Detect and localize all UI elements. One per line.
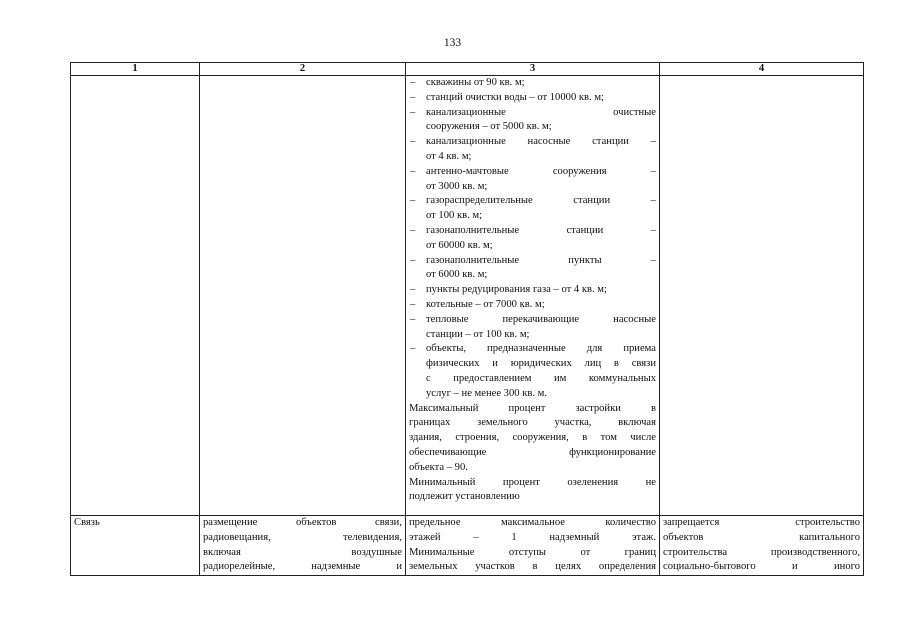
paragraph-line: границах земельного участка, включая: [409, 417, 656, 429]
dash-bullet-icon: –: [410, 136, 416, 148]
list-item: [409, 165, 656, 195]
list-item-line: пункты редуцирования газа – от 4 кв. м;: [426, 284, 607, 296]
list-item-line: канализационные насосные станции –: [426, 136, 656, 148]
list-item: [409, 76, 656, 91]
cell-line: этажей – 1 надземный этаж.: [409, 531, 656, 543]
paragraph-line: объекта – 90.: [409, 461, 468, 473]
list-item: [409, 135, 656, 165]
cell-line: земельных участков в целях определения: [409, 561, 656, 573]
list-item-line: антенно-мачтовые сооружения –: [426, 165, 656, 177]
list-item-line: станции – от 100 кв. м;: [426, 328, 530, 340]
list-item: [409, 342, 656, 401]
list-item-line: от 100 кв. м;: [426, 210, 483, 222]
cell-line: радиорелейные, надземные и: [203, 561, 402, 573]
cell-parameters: [406, 76, 660, 516]
max-building-percentage-text: [409, 402, 656, 476]
land-use-type-cell: Связь: [71, 516, 200, 576]
list-item-line: от 3000 кв. м;: [426, 180, 488, 192]
list-item-line: станций очистки воды – от 10000 кв. м;: [426, 91, 604, 103]
list-item-line: газонаполнительные станции –: [426, 224, 656, 236]
area-requirements-list: [409, 76, 656, 402]
column-header-1: 1: [71, 63, 200, 76]
paragraph-line: подлежит установлению: [409, 491, 520, 503]
list-item: [409, 91, 656, 106]
list-item-line: скважины от 90 кв. м;: [426, 77, 525, 88]
dash-bullet-icon: –: [410, 195, 416, 207]
paragraph-line: обеспечивающие функционирование: [409, 446, 656, 458]
min-greening-percentage-text: [409, 476, 656, 506]
dash-bullet-icon: –: [410, 313, 416, 325]
list-item: [409, 224, 656, 254]
dash-bullet-icon: –: [410, 343, 416, 355]
list-item-line: от 60000 кв. м;: [426, 239, 493, 251]
column-header-2: 2: [200, 63, 406, 76]
cell-line: Минимальные отступы от границ: [409, 546, 656, 558]
cell-line: запрещается строительство: [663, 517, 860, 528]
cell-empty: [71, 76, 200, 516]
permitted-use-description-cell: [200, 516, 406, 576]
dash-bullet-icon: –: [410, 77, 416, 88]
cell-line: социально-бытового и иного: [663, 561, 860, 573]
list-item: [409, 298, 656, 313]
cell-line: размещение объектов связи,: [203, 517, 402, 528]
list-item: [409, 106, 656, 136]
page-number: 133: [443, 37, 462, 49]
column-header-3: 3: [406, 63, 660, 76]
table-row: [71, 76, 864, 516]
dash-bullet-icon: –: [410, 298, 416, 310]
list-item: [409, 194, 656, 224]
list-item-line: объекты, предназначенные для приема: [426, 343, 656, 355]
list-item-line: котельные – от 7000 кв. м;: [426, 298, 545, 310]
limit-parameters-cell: [406, 516, 660, 576]
list-item-line: тепловые перекачивающие насосные: [426, 313, 656, 325]
list-item-line: газораспределительные станции –: [426, 195, 656, 207]
cell-line: предельное максимальное количество: [409, 517, 656, 528]
paragraph-line: здания, строения, сооружения, в том числе: [409, 432, 656, 444]
restrictions-cell: [660, 516, 864, 576]
dash-bullet-icon: –: [410, 91, 416, 103]
list-item-line: с предоставлением им коммунальных: [426, 372, 656, 384]
dash-bullet-icon: –: [410, 254, 416, 266]
list-item-line: газонаполнительные пункты –: [426, 254, 656, 266]
dash-bullet-icon: –: [410, 106, 416, 118]
header-row: [71, 63, 864, 76]
cell-line: включая воздушные: [203, 546, 402, 558]
cell-line: радиовещания, телевидения,: [203, 531, 402, 543]
table-row: [71, 516, 864, 576]
paragraph-line: Максимальный процент застройки в: [409, 402, 656, 414]
list-item: [409, 313, 656, 343]
list-item: [409, 283, 656, 298]
zoning-table: [70, 62, 864, 576]
dash-bullet-icon: –: [410, 165, 416, 177]
column-header-4: 4: [660, 63, 864, 76]
cell-line: строительства производственного,: [663, 546, 860, 558]
cell-empty: [660, 76, 864, 516]
paragraph-line: Минимальный процент озеленения не: [409, 476, 656, 488]
list-item-line: от 6000 кв. м;: [426, 269, 488, 281]
cell-empty: [200, 76, 406, 516]
list-item-line: услуг – не менее 300 кв. м.: [426, 387, 548, 399]
list-item-line: канализационные очистные: [426, 106, 656, 118]
dash-bullet-icon: –: [410, 224, 416, 236]
list-item-line: сооружения – от 5000 кв. м;: [426, 121, 552, 133]
list-item-line: от 4 кв. м;: [426, 150, 472, 162]
list-item: [409, 254, 656, 284]
list-item-line: физических и юридических лиц в связи: [426, 358, 656, 370]
cell-line: объектов капитального: [663, 531, 860, 543]
dash-bullet-icon: –: [410, 284, 416, 296]
